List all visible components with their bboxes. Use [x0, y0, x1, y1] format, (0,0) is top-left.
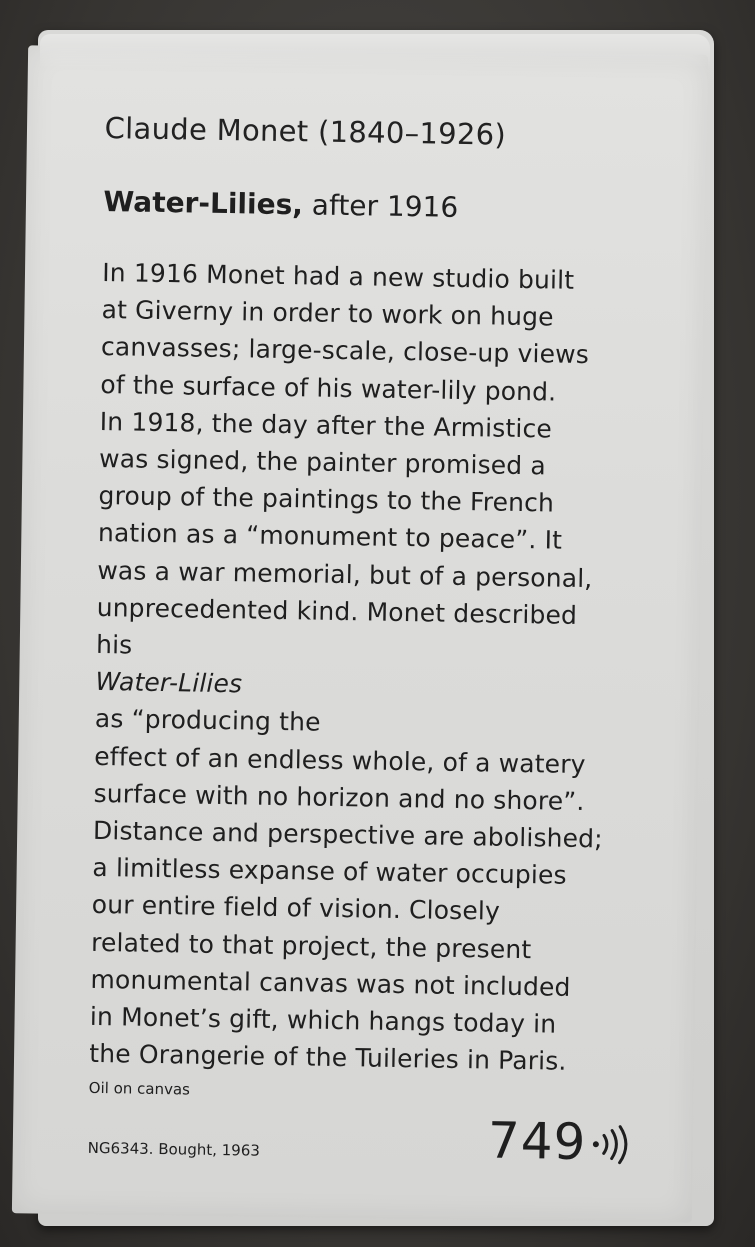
description-line: in Monet’s gift, which hangs today in: [89, 1001, 557, 1039]
description-line: related to that project, the present: [90, 927, 532, 964]
description-line-italic: [95, 626, 677, 747]
description-line: nation as a “monument to peace”. It: [97, 518, 563, 556]
description-line: monumental canvas was not included: [90, 964, 571, 1002]
artwork-date: after 1916: [302, 188, 459, 224]
description-line: unprecedented kind. Monet described: [96, 592, 578, 630]
label-footer: [87, 1104, 648, 1173]
label-text: [87, 108, 685, 1172]
artwork-title: [103, 182, 684, 232]
italic-title: Water-Lilies: [95, 667, 243, 699]
description-line: Distance and perspective are abolished;: [92, 815, 604, 854]
description-line: In 1918, the day after the Armistice: [99, 406, 553, 444]
description-line: surface with no horizon and no shore”.: [93, 778, 585, 816]
sleeve-glare: [40, 34, 710, 68]
medium: Oil on canvas: [88, 1079, 191, 1100]
description-text: as “producing the: [94, 704, 321, 738]
description-line: effect of an endless whole, of a watery: [94, 741, 586, 779]
description-line: was a war memorial, but of a personal,: [97, 555, 593, 593]
description-text: his: [95, 629, 133, 660]
artist-name: Claude Monet (1840–1926): [104, 110, 507, 152]
accession-number: NG6343. Bought, 1963: [87, 1138, 261, 1160]
description-line: of the surface of his water-lily pond.: [100, 369, 557, 407]
description-line: group of the paintings to the French: [98, 481, 555, 518]
description-line: In 1916 Monet had a new studio built: [102, 257, 575, 295]
description-line: canvasses; large-scale, close-up views: [100, 332, 590, 370]
description-line: our entire field of vision. Closely: [91, 890, 501, 927]
description-line: at Giverny in order to work on huge: [101, 295, 554, 332]
description-line: the Orangerie of the Tuileries in Paris.: [89, 1039, 567, 1077]
description-line: was signed, the painter promised a: [98, 443, 547, 481]
artwork-title-main: Water-Lilies,: [103, 184, 304, 222]
audio-guide-icon: [588, 1124, 635, 1165]
label-description: [89, 254, 682, 1082]
description-line: a limitless expanse of water occupies: [92, 853, 567, 891]
audio-guide-number: 749: [487, 1111, 587, 1172]
